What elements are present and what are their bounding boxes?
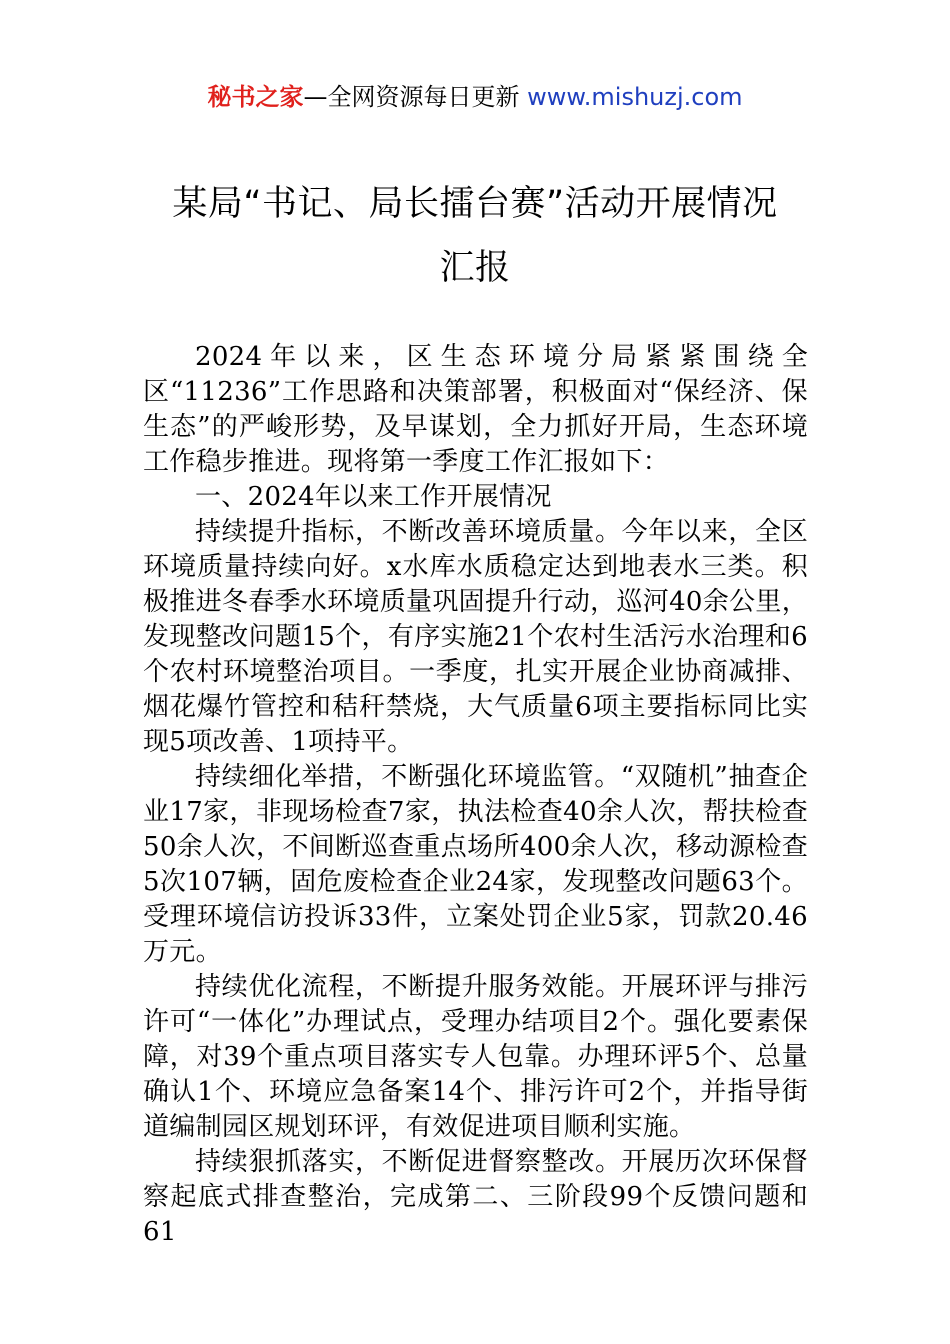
- site-url-link[interactable]: www.mishuzj.com: [527, 83, 743, 111]
- intro-paragraph: 2024年以来，区生态环境分局紧紧围绕全区“11236”工作思路和决策部署，积极面对“保经济、保生态”的严峻形势，及早谋划，全力抓好开局，生态环境工作稳步推进。现将第一季度工作汇报如下：: [143, 342, 808, 477]
- document-title-line-2: 汇报: [439, 248, 511, 288]
- body-paragraph-service-efficiency: 持续优化流程，不断提升服务效能。开展环评与排污许可“一体化”办理试点，受理办结项目2个。强化要素保障，对39个重点项目落实专人包靠。办理环评5个、总量确认1个、环境应急备案14个、排污许可2个，并指导街道编制园区规划环评，有效促进项目顺利实施。: [143, 972, 808, 1142]
- body-paragraph-inspection-rectification: 持续狠抓落实，不断促进督察整改。开展历次环保督察起底式排查整治，完成第二、三阶段99个反馈问题和61: [143, 1147, 808, 1247]
- document-body: [143, 340, 808, 1250]
- body-paragraph-environment-quality: 持续提升指标，不断改善环境质量。今年以来，全区环境质量持续向好。x水库水质稳定达到地表水三类。积极推进冬春季水环境质量巩固提升行动，巡河40余公里，发现整改问题15个，有序实施21个农村生活污水治理和6个农村环境整治项目。一季度，扎实开展企业协商减排、烟花爆竹管控和秸秆禁烧，大气质量6项主要指标同比实现5项改善、1项持平。: [143, 517, 808, 757]
- site-header: [0, 80, 950, 114]
- document-title-line-1: 某局“书记、局长擂台赛”活动开展情况: [172, 184, 778, 224]
- site-brand: 秘书之家: [207, 83, 304, 111]
- body-paragraph-supervision: 持续细化举措，不断强化环境监管。“双随机”抽查企业17家，非现场检查7家，执法检查40余人次，帮扶检查50余人次，不间断巡查重点场所400余人次，移动源检查5次107辆，固危废检查企业24家，发现整改问题63个。受理环境信访投诉33件，立案处罚企业5家，罚款20.46万元。: [143, 762, 808, 967]
- document-title: [110, 172, 840, 300]
- section-heading: 一、2024年以来工作开展情况: [195, 482, 552, 512]
- site-tagline: —全网资源每日更新: [303, 83, 528, 111]
